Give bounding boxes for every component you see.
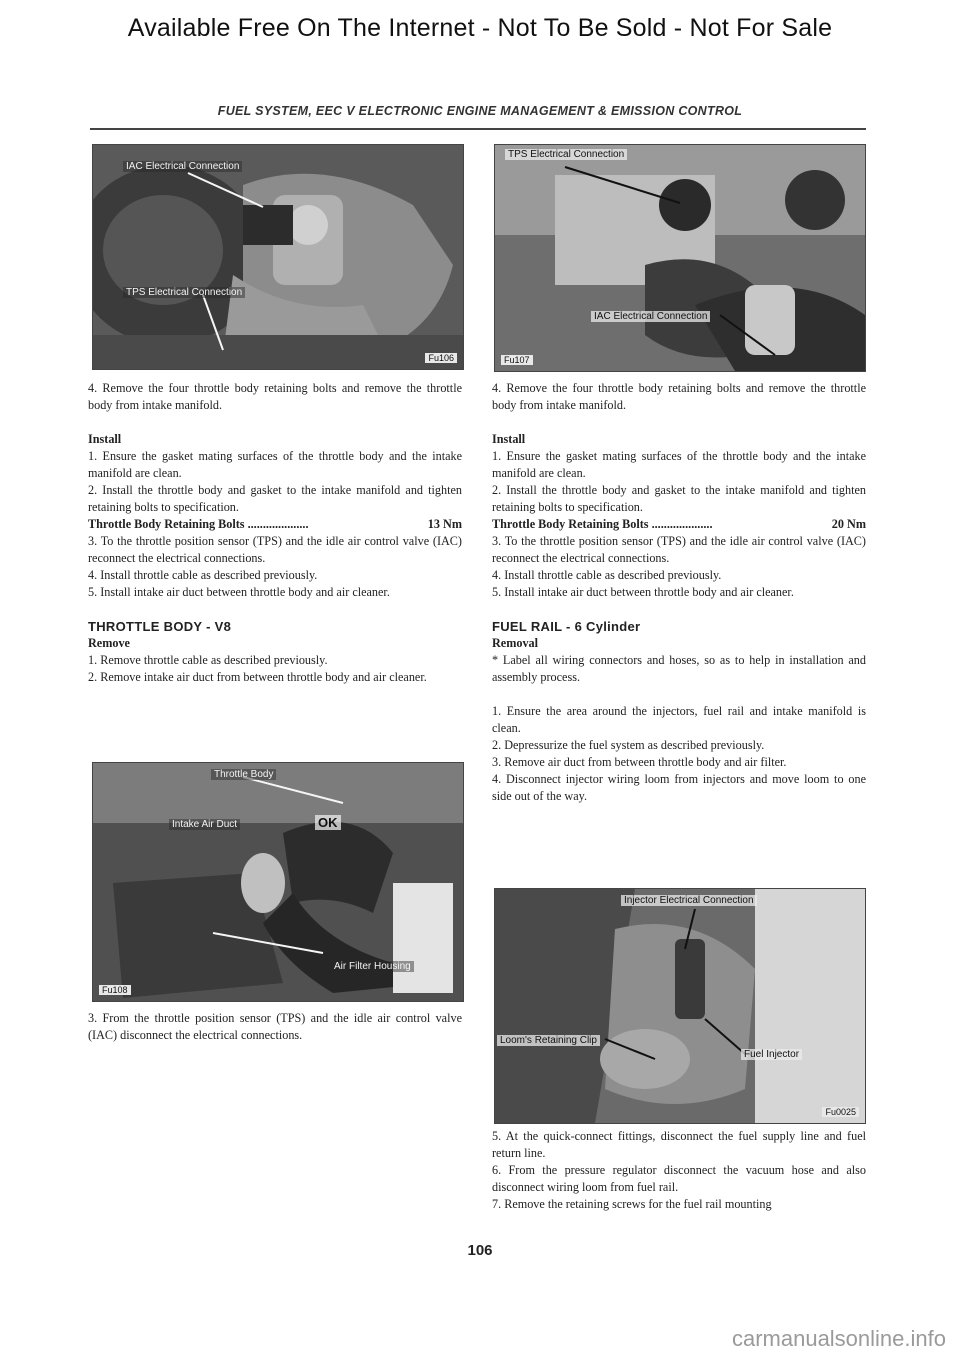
install-step-4: 4. Install throttle cable as described previously. <box>88 568 318 582</box>
spec-value: 20 Nm <box>831 517 866 531</box>
install-step-5: 5. Install intake air duct between throttle body and air cleaner. <box>492 585 794 599</box>
callout-loom-retaining-clip: Loom's Retaining Clip <box>497 1035 600 1046</box>
removal-step-6: 6. From the pressure regulator disconnect the vacuum hose and also disconnect wiring loom from fuel rail. <box>492 1163 866 1194</box>
ok-stamp: OK <box>315 815 341 830</box>
torque-spec <box>492 516 866 533</box>
header-rule <box>90 128 866 130</box>
install-step-3: 3. To the throttle position sensor (TPS) and the idle air control valve (IAC) reconnect the electrical connections. <box>88 534 462 565</box>
removal-step-5: 5. At the quick-connect fittings, disconnect the fuel supply line and fuel return line. <box>492 1129 866 1160</box>
remove-heading: Remove <box>88 636 130 650</box>
figure-number: Fu107 <box>501 355 533 365</box>
callout-iac-connection: IAC Electrical Connection <box>591 311 710 322</box>
callout-injector-connection: Injector Electrical Connection <box>621 895 757 906</box>
spec-label: Throttle Body Retaining Bolts .................... <box>492 517 713 531</box>
install-heading: Install <box>88 432 122 446</box>
removal-step-4: 4. Disconnect injector wiring loom from injectors and move loom to one side out of the way. <box>492 772 866 803</box>
install-step-4: 4. Install throttle cable as described previously. <box>492 568 722 582</box>
removal-step-2: 2. Depressurize the fuel system as described previously. <box>492 738 765 752</box>
removal-step-3: 3. Remove air duct from between throttle body and air filter. <box>492 755 787 769</box>
step-remove-4: 4. Remove the four throttle body retaining bolts and remove the throttle body from intake manifold. <box>492 381 866 412</box>
note: * Label all wiring connectors and hoses, so as to help in installation and assembly process. <box>492 653 866 684</box>
torque-spec <box>88 516 462 533</box>
left-text-bottom <box>88 1010 462 1044</box>
callout-iac-connection: IAC Electrical Connection <box>123 161 242 172</box>
install-step-3: 3. To the throttle position sensor (TPS) and the idle air control valve (IAC) reconnect the electrical connections. <box>492 534 866 565</box>
figure-number: Fu108 <box>99 985 131 995</box>
figure-number: Fu0025 <box>822 1107 859 1117</box>
section-title-throttle-body-v8: THROTTLE BODY - V8 <box>88 619 232 634</box>
install-step-1: 1. Ensure the gasket mating surfaces of the throttle body and the intake manifold are clean. <box>492 449 866 480</box>
remove-step-3: 3. From the throttle position sensor (TPS) and the idle air control valve (IAC) disconnect the electrical connections. <box>88 1011 462 1042</box>
page-number: 106 <box>467 1242 493 1259</box>
removal-step-1: 1. Ensure the area around the injectors, fuel rail and intake manifold is clean. <box>492 704 866 735</box>
callout-tps-connection: TPS Electrical Connection <box>505 149 627 160</box>
install-step-1: 1. Ensure the gasket mating surfaces of the throttle body and the intake manifold are clean. <box>88 449 462 480</box>
install-step-2: 2. Install the throttle body and gasket to the intake manifold and tighten retaining bolts to specification. <box>88 483 462 514</box>
step-remove-4: 4. Remove the four throttle body retaining bolts and remove the throttle body from intake manifold. <box>88 381 462 412</box>
spec-value: 13 Nm <box>427 517 462 531</box>
install-heading: Install <box>492 432 526 446</box>
section-title-fuel-rail: FUEL RAIL - 6 Cylinder <box>492 619 641 634</box>
page-banner: Available Free On The Internet - Not To Be Sold - Not For Sale <box>127 14 833 42</box>
figure-number: Fu106 <box>425 353 457 363</box>
chapter-header: FUEL SYSTEM, EEC V ELECTRONIC ENGINE MANAGEMENT & EMISSION CONTROL <box>217 104 743 118</box>
remove-step-1: 1. Remove throttle cable as described previously. <box>88 653 328 667</box>
removal-heading: Removal <box>492 636 539 650</box>
install-step-2: 2. Install the throttle body and gasket to the intake manifold and tighten retaining bolts to specification. <box>492 483 866 514</box>
site-watermark: carmanualsonline.info <box>731 1326 946 1351</box>
photo-throttle-body-6cyl-right <box>494 144 866 372</box>
callout-tps-connection: TPS Electrical Connection <box>123 287 245 298</box>
right-text-top <box>492 380 866 805</box>
install-step-5: 5. Install intake air duct between throttle body and air cleaner. <box>88 585 390 599</box>
callout-air-filter-housing: Air Filter Housing <box>331 961 414 972</box>
left-text-top <box>88 380 462 686</box>
photo-fuel-rail <box>494 888 866 1124</box>
right-text-bottom <box>492 1128 866 1213</box>
remove-step-2: 2. Remove intake air duct from between throttle body and air cleaner. <box>88 670 427 684</box>
callout-intake-air-duct: Intake Air Duct <box>169 819 240 830</box>
photo-throttle-body-v8 <box>92 762 464 1002</box>
spec-label: Throttle Body Retaining Bolts .................... <box>88 517 309 531</box>
callout-throttle-body: Throttle Body <box>211 769 276 780</box>
photo-throttle-body-6cyl-left <box>92 144 464 370</box>
callout-fuel-injector: Fuel Injector <box>741 1049 802 1060</box>
removal-step-7: 7. Remove the retaining screws for the fuel rail mounting <box>492 1197 772 1211</box>
